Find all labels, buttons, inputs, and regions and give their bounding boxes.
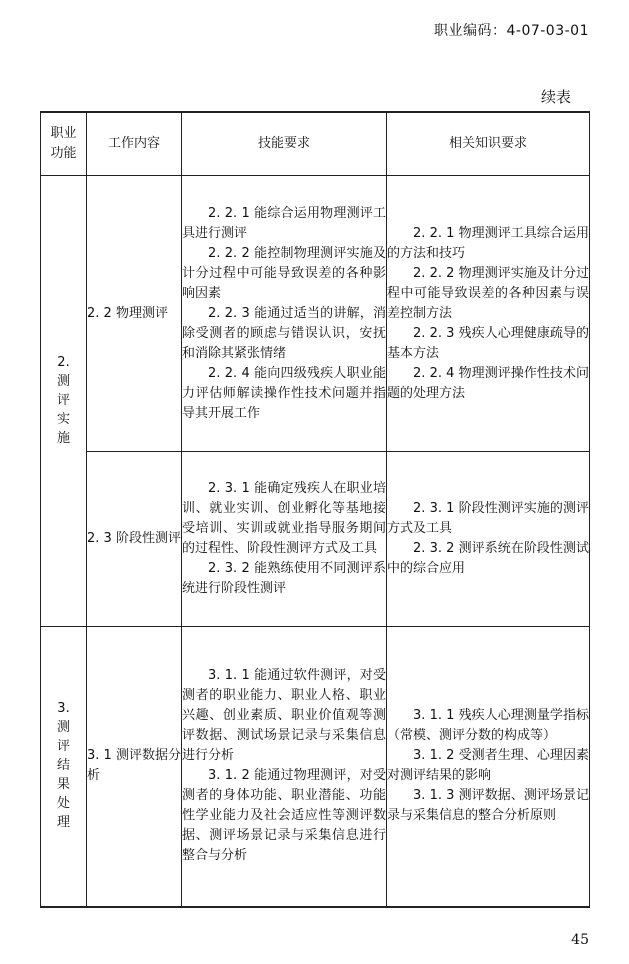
knowledge-cell — [387, 452, 590, 627]
page-number: 45 — [571, 932, 589, 948]
skill-item: 2. 3. 2 能熟练使用不同测评系统进行阶段性测评 — [182, 561, 386, 596]
knowledge-item: 2. 2. 2 物理测评实施及计分过程中可能导致误差的各种因素与误差控制方法 — [387, 265, 589, 321]
table-header-row — [41, 112, 590, 176]
skills-cell — [182, 452, 387, 627]
knowledge-item: 2. 3. 2 测评系统在阶段性测试中的综合应用 — [387, 541, 589, 576]
knowledge-item: 3. 1. 1 残疾人心理测量学指标（常模、测评分数的构成等） — [387, 708, 589, 744]
knowledge-item: 3. 1. 3 测评数据、测评场景记录与采集信息的整合分析原则 — [387, 788, 589, 824]
work-content-cell: 2. 2 物理测评 — [87, 176, 182, 452]
knowledge-cell — [387, 176, 590, 452]
skill-item: 2. 3. 1 能确定残疾人在职业培训、就业实训、创业孵化等基地接受培训、实训或就业指导服务期间的过程性、阶段性测评方式及工具 — [182, 481, 386, 556]
skills-cell — [182, 627, 387, 907]
skill-item: 2. 2. 1 能综合运用物理测评工具进行测评 — [182, 205, 386, 241]
knowledge-item: 3. 1. 2 受测者生理、心理因素对测评结果的影响 — [387, 748, 589, 784]
function-cell: 2. 测评实施 — [41, 176, 87, 627]
header-work-content: 工作内容 — [87, 112, 182, 176]
work-content-cell: 2. 3 阶段性测评 — [87, 452, 182, 627]
skill-item: 2. 2. 4 能向四级残疾人职业能力评估师解读操作性技术问题并指导其开展工作 — [182, 365, 386, 421]
skill-item: 3. 1. 1 能通过软件测评，对受测者的职业能力、职业人格、职业兴趣、创业素质、职业价值观等测评数据、测试场景记录与采集信息进行分析 — [182, 668, 386, 764]
knowledge-item: 2. 2. 1 物理测评工具综合运用的方法和技巧 — [387, 225, 589, 261]
header-function: 职业功能 — [41, 112, 87, 176]
occupation-code: 职业编码：4-07-03-01 — [433, 23, 589, 39]
knowledge-item: 2. 3. 1 阶段性测评实施的测评方式及工具 — [387, 501, 589, 536]
function-cell: 3. 测评结果处理 — [41, 627, 87, 907]
skill-item: 2. 2. 3 能通过适当的讲解，消除受测者的顾虑与错误认识，安抚和消除其紧张情绪 — [182, 305, 386, 361]
table-row — [41, 176, 590, 452]
table-row — [41, 627, 590, 907]
knowledge-cell — [387, 627, 590, 907]
skill-requirements-table — [40, 111, 590, 908]
work-content-cell: 3. 1 测评数据分析 — [87, 627, 182, 907]
table-row — [41, 452, 590, 627]
skills-cell — [182, 176, 387, 452]
knowledge-item: 2. 2. 3 残疾人心理健康疏导的基本方法 — [387, 325, 589, 361]
skill-item: 3. 1. 2 能通过物理测评，对受测者的身体功能、职业潜能、功能性学业能力及社会适应性等测评数据、测评场景记录与采集信息进行整合与分析 — [182, 768, 386, 864]
knowledge-item: 2. 2. 4 物理测评操作性技术问题的处理方法 — [387, 365, 589, 401]
continued-label: 续表 — [540, 88, 571, 106]
skill-item: 2. 2. 2 能控制物理测评实施及计分过程中可能导致误差的各种影响因素 — [182, 245, 386, 301]
header-skills: 技能要求 — [182, 112, 387, 176]
header-knowledge: 相关知识要求 — [387, 112, 590, 176]
